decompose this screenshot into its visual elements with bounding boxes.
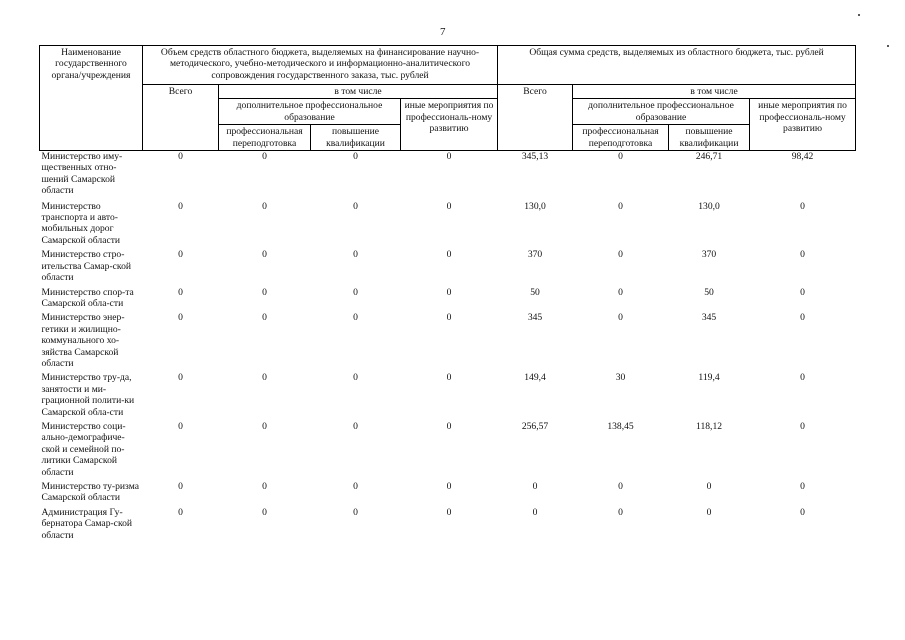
value-cell: 130,0 (698, 200, 720, 212)
header-group-volume: Объем средств областного бюджета, выделяемых на финансирование научно-методического, учебно-методического и информационно-аналитического сопровождения государственного заказа, тыс. рублей (143, 46, 498, 85)
value-cell: 0 (446, 312, 452, 324)
value-cell: 345,13 (521, 151, 549, 163)
value-cell: 0 (446, 372, 452, 384)
table-row (40, 201, 856, 250)
value-cell: 0 (353, 200, 358, 212)
value-cell: 0 (353, 286, 358, 298)
table-row (40, 507, 856, 541)
value-cell: 0 (178, 312, 183, 324)
org-name-cell: Министерство стро-ительства Самар-ской области (41, 249, 132, 284)
value-cell: 0 (178, 200, 183, 212)
value-cell: 0 (446, 249, 452, 261)
value-cell: 0 (262, 151, 267, 163)
value-cell: 0 (618, 506, 623, 518)
header-additional-education-2: дополнительное профессиональное образование (573, 99, 750, 125)
header-qualification-upgrade-2: повышение квалификации (669, 125, 750, 151)
table-body (40, 151, 856, 542)
value-cell: 0 (618, 481, 623, 492)
value-cell: 138,45 (607, 420, 634, 432)
table-row (40, 421, 856, 481)
header-other-measures: иные мероприятия по профессиональ-ному развитию (401, 99, 498, 151)
value-cell: 0 (178, 372, 183, 384)
value-cell: 0 (800, 372, 805, 384)
value-cell: 0 (446, 200, 452, 212)
value-cell: 0 (262, 506, 267, 518)
table-row (40, 287, 856, 313)
header-group-total: Общая сумма средств, выделяемых из областного бюджета, тыс. рублей (498, 46, 856, 85)
value-cell: 50 (530, 286, 540, 298)
value-cell: 0 (353, 249, 358, 261)
value-cell: 0 (353, 481, 358, 492)
table-row (40, 151, 856, 201)
org-name-cell: Министерство энер-гетики и жилищно-коммунального хо-зяйства Самарской области (41, 312, 125, 369)
value-cell: 0 (800, 200, 805, 212)
value-cell: 370 (701, 249, 717, 261)
value-cell: 149,4 (524, 372, 546, 384)
value-cell: 0 (353, 312, 358, 324)
value-cell: 0 (262, 286, 267, 298)
value-cell: 0 (800, 506, 805, 518)
scan-speck (858, 14, 860, 16)
header-total: Всего (143, 85, 219, 151)
value-cell: 0 (353, 372, 358, 384)
value-cell: 0 (262, 372, 267, 384)
table-row (40, 372, 856, 421)
org-name-cell: Министерство соци-ально-демографиче-ской и семейной по-литики Самарской области (41, 420, 126, 478)
header-including: в том числе (219, 85, 498, 99)
value-cell: 0 (800, 249, 805, 261)
header-including-2: в том числе (573, 85, 856, 99)
value-cell: 50 (704, 286, 714, 298)
value-cell: 0 (446, 506, 452, 518)
value-cell: 0 (800, 420, 805, 432)
value-cell: 0 (178, 249, 183, 261)
value-cell: 0 (262, 249, 267, 261)
value-cell: 0 (446, 151, 452, 163)
value-cell: 0 (353, 506, 358, 518)
value-cell: 0 (353, 151, 358, 163)
header-other-measures-2: иные мероприятия по профессиональ-ному развитию (750, 99, 856, 151)
org-name-cell: Министерство ту-ризма Самарской области (41, 481, 139, 504)
table-row (40, 249, 856, 286)
value-cell: 0 (446, 481, 452, 492)
header-professional-retraining-2: профессиональная переподготовка (573, 125, 669, 151)
table-row (40, 481, 856, 507)
value-cell: 0 (618, 249, 623, 261)
org-name-cell: Министерство транспорта и авто-мобильных дорог Самарской области (41, 200, 121, 246)
value-cell: 0 (532, 481, 538, 492)
value-cell: 0 (706, 481, 712, 492)
value-cell: 118,12 (696, 420, 723, 432)
page-number: 7 (440, 26, 446, 38)
org-name-cell: Министерство спор-та Самарской обла-сти (41, 286, 134, 309)
value-cell: 0 (178, 481, 183, 492)
value-cell: 0 (178, 286, 183, 298)
value-cell: 0 (262, 420, 267, 432)
org-name-cell: Администрация Гу-бернатора Самар-ской области (41, 506, 133, 541)
value-cell: 0 (178, 151, 183, 163)
value-cell: 0 (262, 481, 267, 492)
value-cell: 345 (527, 312, 543, 324)
value-cell: 0 (800, 481, 805, 492)
header-total-2: Всего (498, 85, 573, 151)
org-name-cell: Министерство иму-щественных отно-шений Самарской области (41, 151, 123, 197)
value-cell: 0 (800, 286, 805, 298)
value-cell: 0 (618, 151, 623, 163)
value-cell: 0 (446, 420, 452, 432)
value-cell: 0 (178, 420, 183, 432)
header-org-name: Наименование государственного органа/учреждения (40, 46, 143, 151)
header-qualification-upgrade: повышение квалификации (311, 125, 401, 151)
org-name-cell: Министерство тру-да, занятости и ми-грационной полити-ки Самарской обла-сти (41, 372, 135, 418)
scan-speck (887, 45, 889, 47)
value-cell: 0 (262, 200, 267, 212)
table-row (40, 312, 856, 372)
value-cell: 0 (800, 312, 805, 324)
budget-table (39, 45, 856, 541)
value-cell: 256,57 (521, 420, 549, 432)
value-cell: 0 (618, 312, 623, 324)
value-cell: 246,71 (695, 151, 723, 163)
value-cell: 0 (706, 506, 712, 518)
value-cell: 98,42 (791, 151, 814, 163)
value-cell: 0 (353, 420, 358, 432)
value-cell: 130,0 (524, 200, 546, 212)
value-cell: 0 (618, 200, 623, 212)
value-cell: 0 (178, 506, 183, 518)
value-cell: 30 (615, 372, 626, 384)
value-cell: 0 (446, 286, 452, 298)
value-cell: 0 (262, 312, 267, 324)
value-cell: 370 (527, 249, 543, 261)
value-cell: 0 (618, 286, 623, 298)
header-additional-education: дополнительное профессиональное образование (219, 99, 401, 125)
value-cell: 119,4 (698, 372, 720, 384)
value-cell: 345 (701, 312, 717, 324)
value-cell: 0 (532, 506, 538, 518)
header-professional-retraining: профессиональная переподготовка (219, 125, 311, 151)
